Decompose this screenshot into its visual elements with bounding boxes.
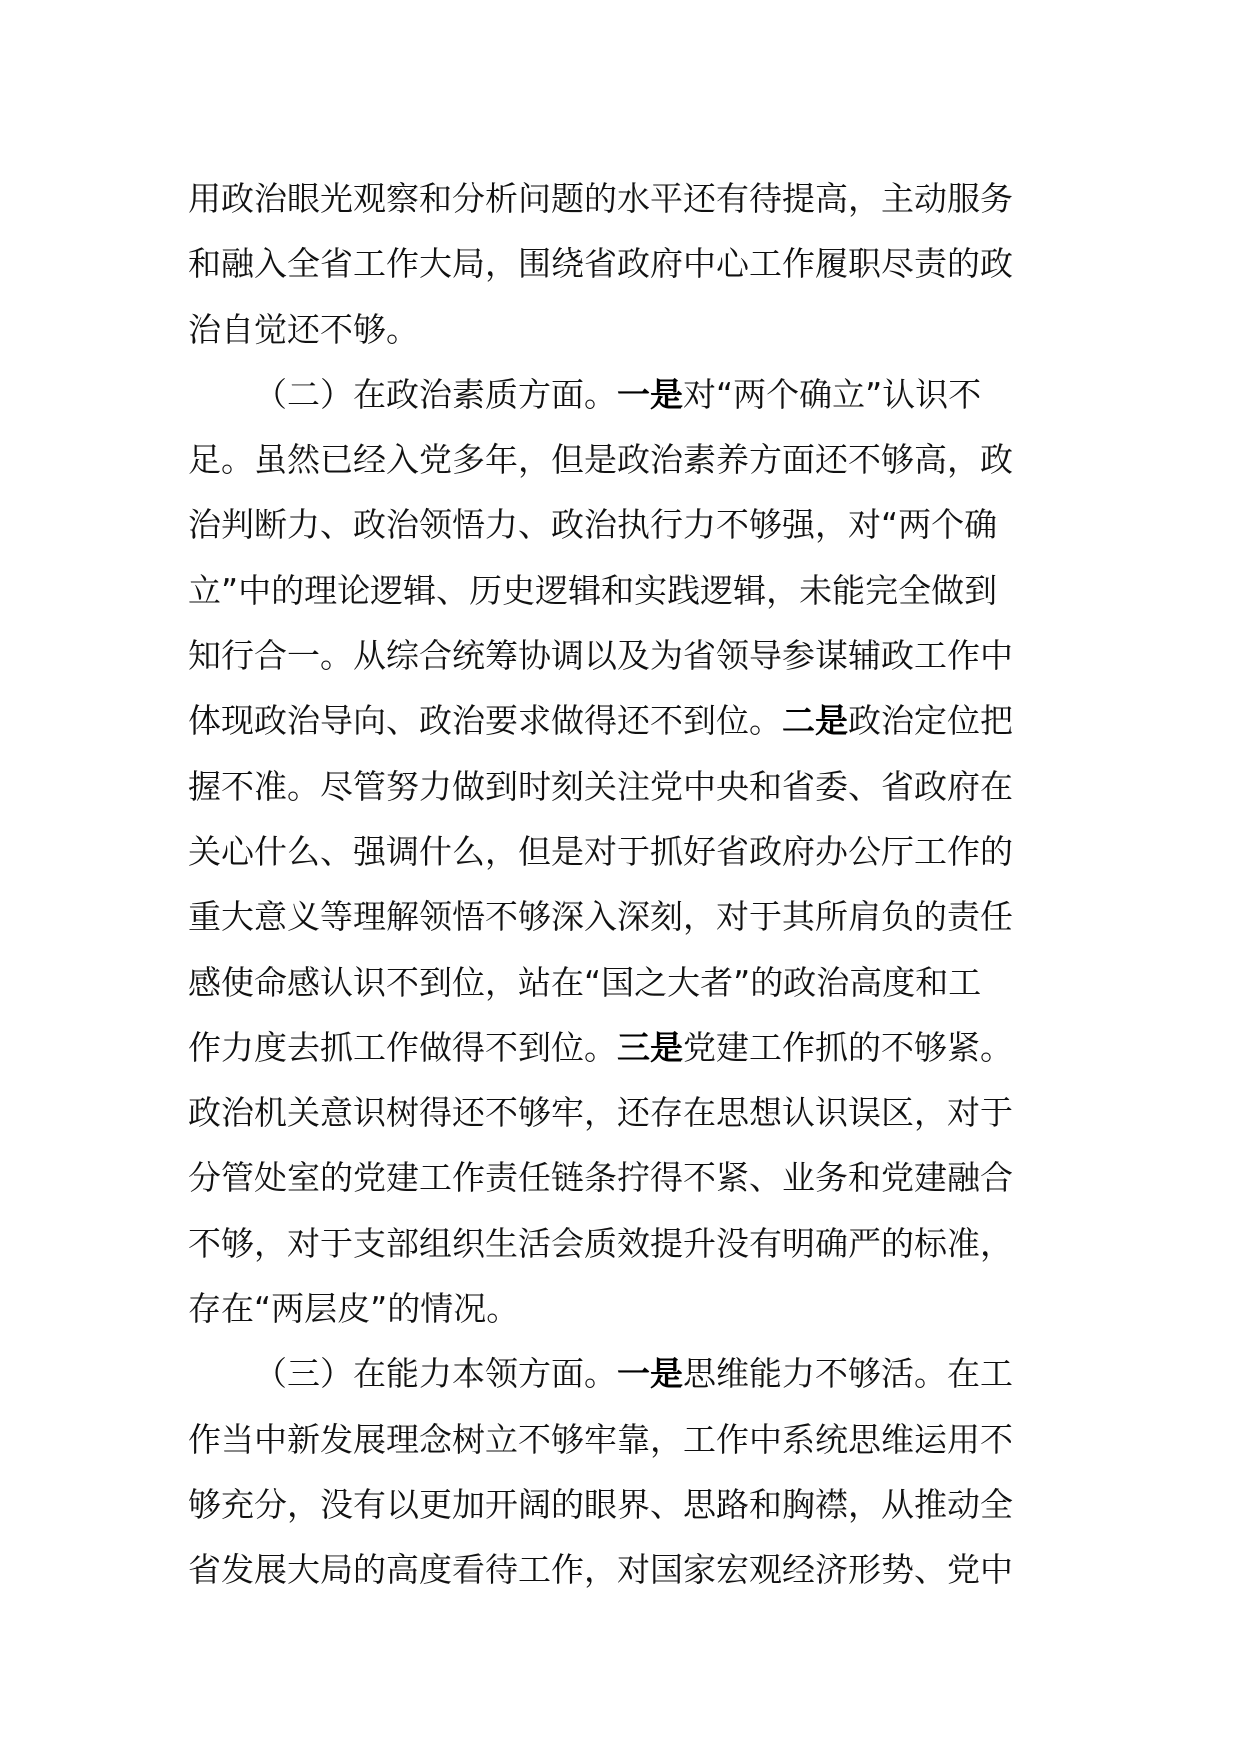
text-line — [188, 819, 1068, 884]
text-line — [188, 1407, 1068, 1472]
text-line — [188, 492, 1068, 557]
text-segment: 作力度去抓工作做得不到位。 — [188, 1027, 617, 1067]
text-line — [188, 427, 1068, 492]
text-line — [188, 623, 1068, 688]
text-segment: 思维能力不够活。在工 — [683, 1354, 1013, 1394]
text-line — [188, 297, 1068, 362]
text-line — [188, 1472, 1068, 1537]
text-line — [188, 754, 1068, 819]
text-line — [188, 362, 1068, 427]
text-line — [188, 1537, 1068, 1602]
text-segment: 治自觉还不够。 — [188, 309, 419, 349]
text-line — [188, 688, 1068, 753]
text-segment: 重大意义等理解领悟不够深入深刻，对于其所肩负的责任 — [188, 897, 1013, 937]
text-line — [188, 1080, 1068, 1145]
text-segment: 省发展大局的高度看待工作，对国家宏观经济形势、党中 — [188, 1550, 1013, 1590]
text-line — [188, 1276, 1068, 1341]
text-segment: 作当中新发展理念树立不够牢靠，工作中系统思维运用不 — [188, 1419, 1013, 1459]
text-line — [188, 558, 1068, 623]
text-segment: 感使命感认识不到位，站在“国之大者”的政治高度和工 — [188, 962, 982, 1002]
bold-marker: 三是 — [617, 1027, 683, 1067]
text-segment: 分管处室的党建工作责任链条拧得不紧、业务和党建融合 — [188, 1158, 1013, 1198]
text-segment: 和融入全省工作大局，围绕省政府中心工作履职尽责的政 — [188, 244, 1013, 284]
text-segment: 党建工作抓的不够紧。 — [683, 1027, 1013, 1067]
text-segment: 治判断力、政治领悟力、政治执行力不够强，对“两个确 — [188, 505, 998, 545]
bold-marker: 一是 — [617, 1354, 683, 1394]
text-segment: 存在“两层皮”的情况。 — [188, 1289, 520, 1329]
text-segment: 足。虽然已经入党多年，但是政治素养方面还不够高，政 — [188, 440, 1013, 480]
text-segment: 不够，对于支部组织生活会质效提升没有明确严的标准， — [188, 1223, 1013, 1263]
text-line — [188, 1015, 1068, 1080]
text-segment: 握不准。尽管努力做到时刻关注党中央和省委、省政府在 — [188, 766, 1013, 806]
text-line — [188, 1341, 1068, 1406]
text-segment: 用政治眼光观察和分析问题的水平还有待提高，主动服务 — [188, 179, 1013, 218]
bold-marker: 一是 — [617, 374, 683, 414]
text-segment: （二）在政治素质方面。 — [254, 374, 617, 414]
text-line — [188, 1145, 1068, 1210]
text-line — [188, 884, 1068, 949]
document-body — [188, 166, 1068, 1603]
text-line — [188, 231, 1068, 296]
text-line — [188, 1211, 1068, 1276]
text-line — [188, 166, 1068, 231]
bold-marker: 二是 — [782, 701, 848, 741]
text-segment: （三）在能力本领方面。 — [254, 1354, 617, 1394]
text-segment: 关心什么、强调什么，但是对于抓好省政府办公厅工作的 — [188, 831, 1013, 871]
text-segment: 够充分，没有以更加开阔的眼界、思路和胸襟，从推动全 — [188, 1484, 1013, 1524]
text-segment: 对“两个确立”认识不 — [683, 374, 982, 414]
text-segment: 政治定位把 — [848, 701, 1013, 741]
text-segment: 立”中的理论逻辑、历史逻辑和实践逻辑，未能完全做到 — [188, 570, 998, 610]
text-segment: 政治机关意识树得还不够牢，还存在思想认识误区，对于 — [188, 1093, 1013, 1133]
text-segment: 体现政治导向、政治要求做得还不到位。 — [188, 701, 782, 741]
text-line — [188, 950, 1068, 1015]
text-segment: 知行合一。从综合统筹协调以及为省领导参谋辅政工作中 — [188, 636, 1013, 676]
